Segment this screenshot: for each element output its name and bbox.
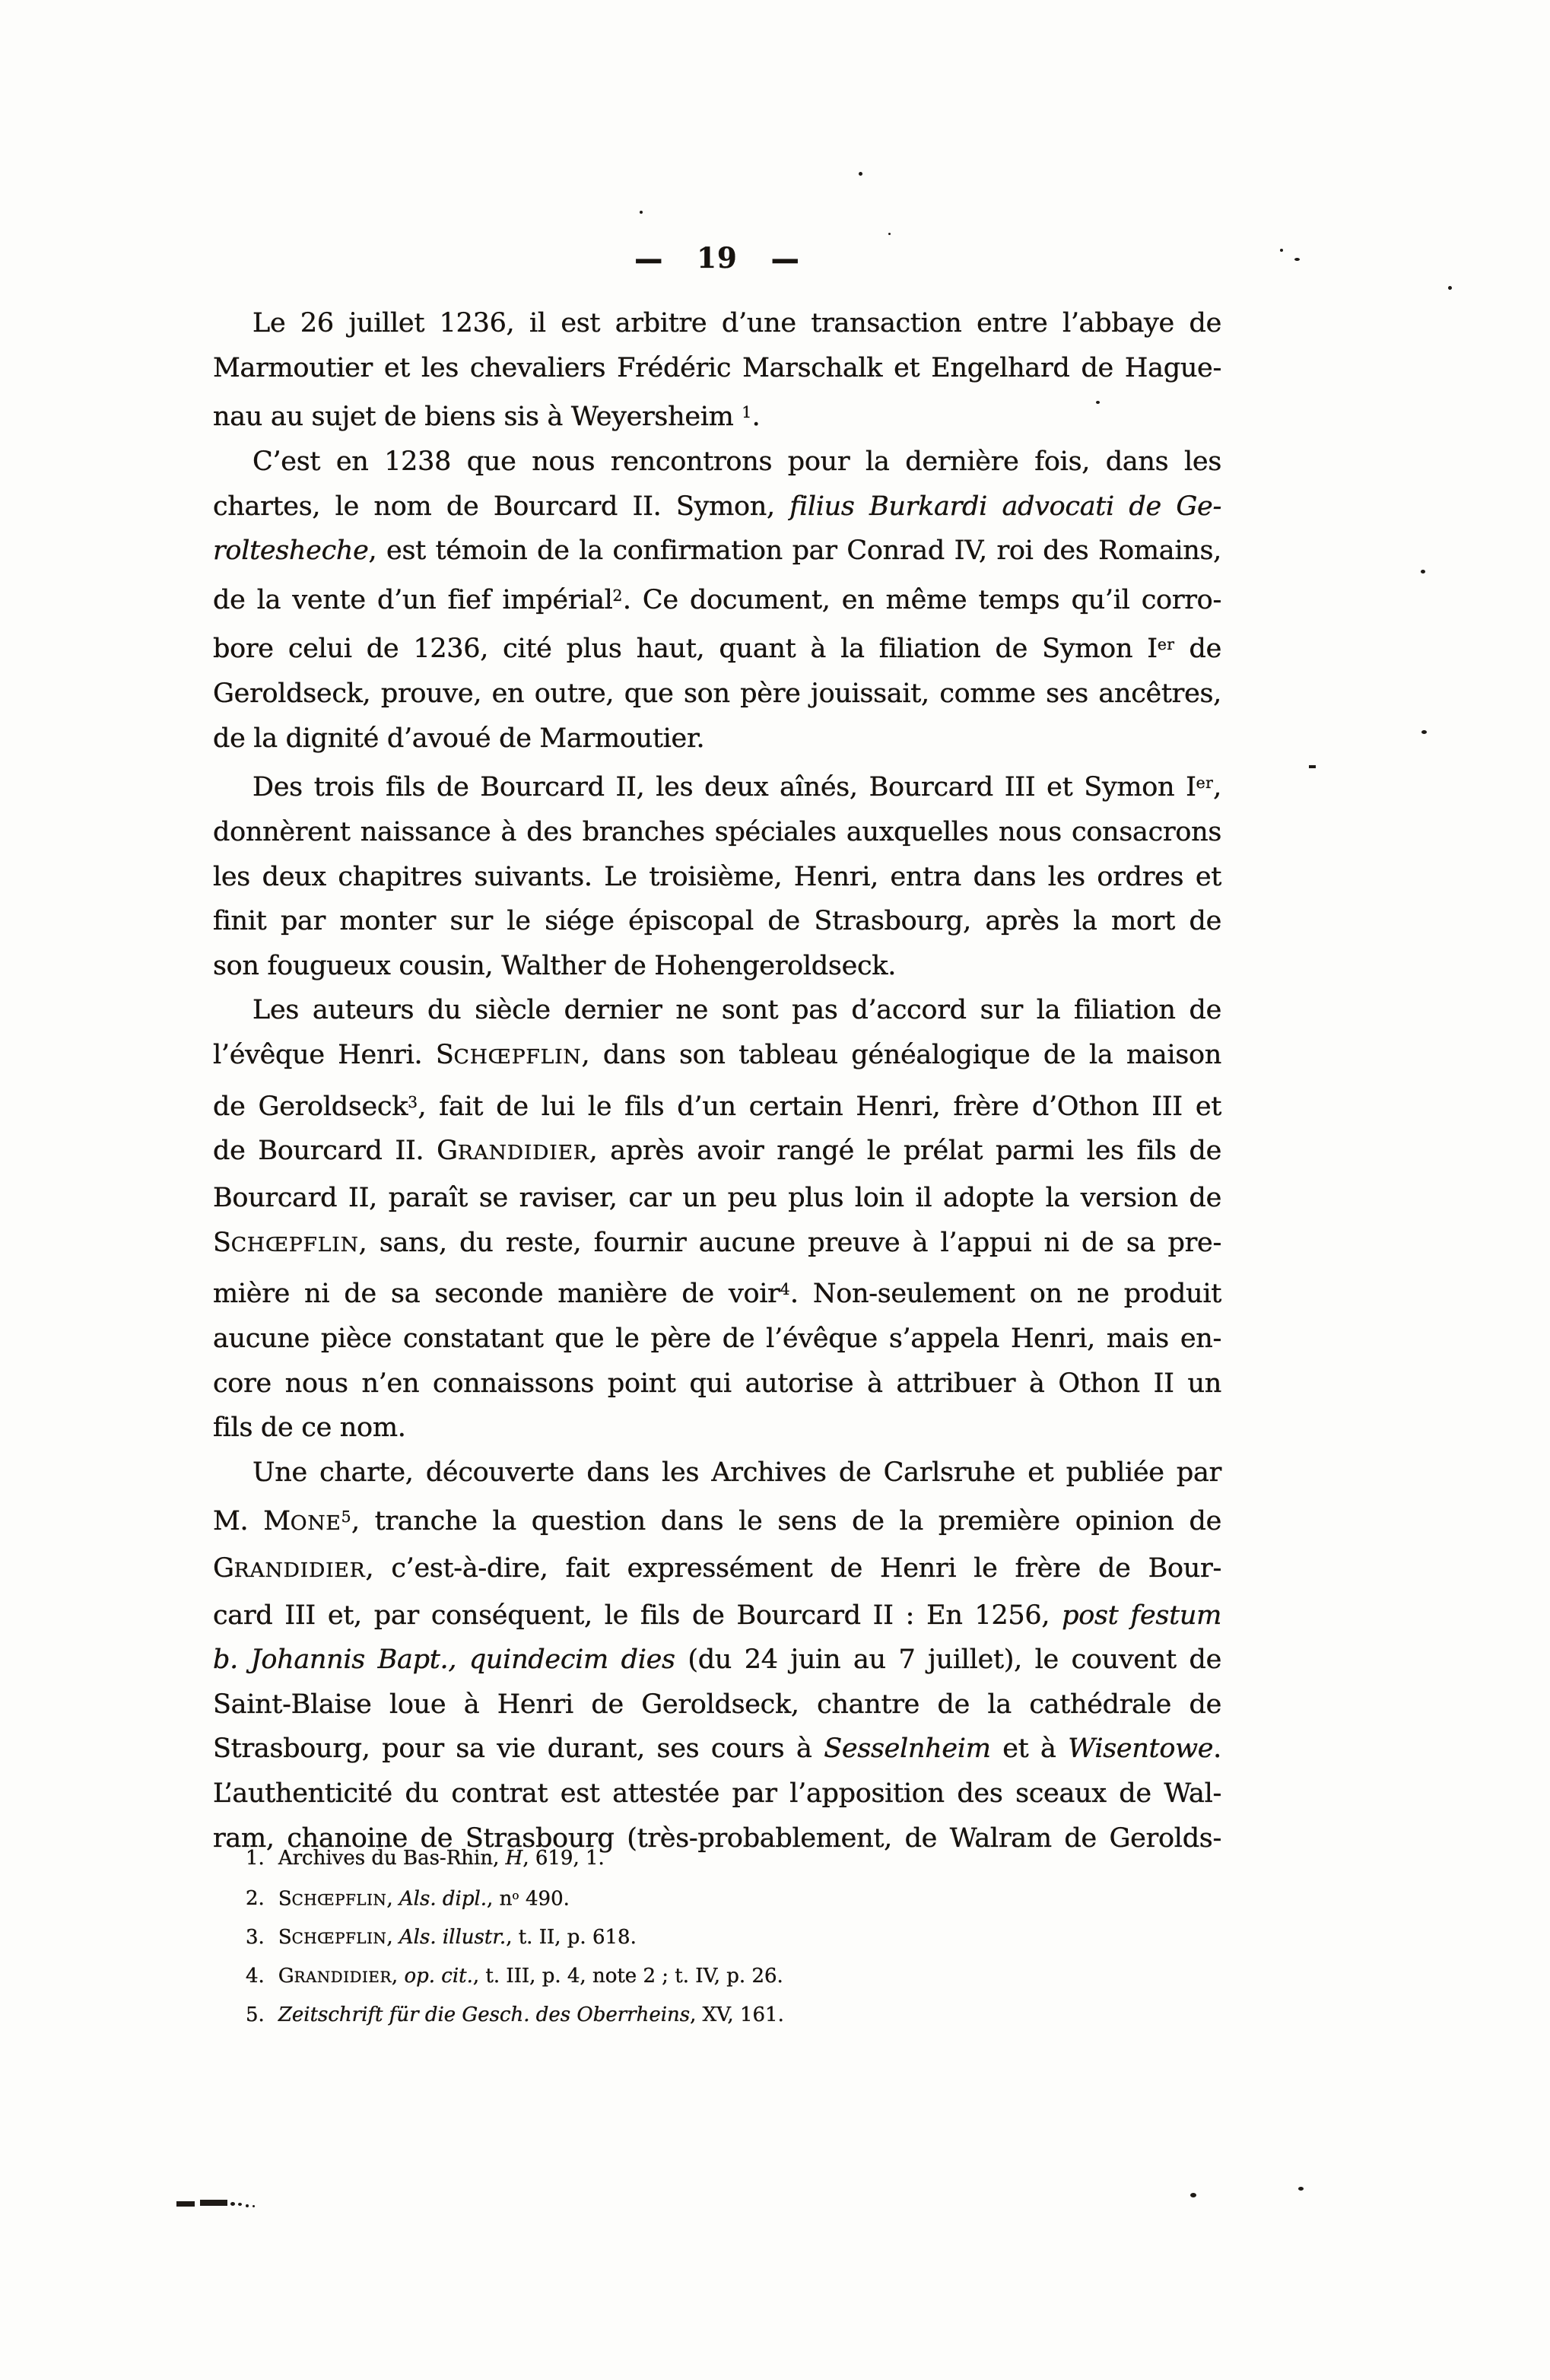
text-segment: Une charte, découverte dans les Archives de Carlsruhe et publiée par: [253, 1457, 1221, 1488]
text-line: [213, 1221, 1221, 1268]
text-line: [213, 440, 1221, 485]
footnote-reference: er: [1157, 635, 1175, 654]
ink-speck: [1421, 730, 1427, 734]
text-segment: .: [751, 402, 761, 433]
text-segment: , est témoin de la confirmation par Conrad IV, roi des Romains,: [368, 535, 1221, 567]
text-line: [213, 1638, 1221, 1683]
text-segment: RANDIDIER: [457, 1141, 589, 1165]
text-segment: core nous n’en connaissons point qui autorise à attribuer à Othon II un: [213, 1368, 1221, 1399]
text-line: [213, 810, 1221, 855]
text-segment: , t. II, p. 618.: [506, 1926, 637, 1949]
text-line: [213, 944, 1221, 989]
text-segment: RANDIDIER: [294, 1969, 392, 1987]
text-segment: (du 24 juin au 7 juillet), le couvent de: [675, 1644, 1222, 1676]
text-segment: CHŒPFLIN: [453, 1045, 582, 1069]
ink-speck: [1096, 401, 1100, 404]
text-segment: chartes, le nom de Bourcard II. Symon,: [213, 491, 790, 522]
text-segment: , fait de lui le fils d’un certain Henri, frère d’Othon III et: [418, 1091, 1222, 1122]
text-line: [213, 761, 1221, 810]
ink-speck: [1280, 249, 1283, 252]
text-line: [213, 574, 1221, 623]
text-segment: Les auteurs du siècle dernier ne sont pas d’accord sur la filiation de: [253, 995, 1221, 1026]
text-segment: . Ce document, en même temps qu’il corro-: [622, 584, 1221, 615]
text-segment: son fougueux cousin, Walther de Hohengeroldseck.: [213, 950, 897, 981]
text-segment: Strasbourg, pour sa vie durant, ses cours à: [213, 1733, 824, 1765]
text-line: [213, 1683, 1221, 1727]
ink-speck: [859, 172, 862, 176]
footnote-item: [246, 1997, 784, 2034]
text-segment: S: [278, 1887, 292, 1911]
text-line: [213, 346, 1221, 391]
text-line: [213, 1317, 1221, 1362]
text-segment: Saint-Blaise loue à Henri de Geroldseck, chantre de la cathédrale de: [213, 1689, 1221, 1720]
text-segment: M. M: [213, 1506, 291, 1537]
text-line: [213, 672, 1221, 717]
text-segment: RANDIDIER: [233, 1559, 366, 1583]
footnote-item: [246, 1958, 784, 1997]
text-segment: Archives du Bas-Rhin,: [278, 1847, 506, 1870]
text-segment: de Bourcard II. G: [213, 1136, 458, 1167]
text-segment: . Non-seulement on ne produit: [789, 1279, 1222, 1310]
ink-speck: [176, 2201, 195, 2207]
text-line: [213, 485, 1221, 529]
footnote-reference: 3: [408, 1092, 418, 1111]
footnotes: [246, 1840, 784, 2034]
text-line: [213, 390, 1221, 440]
text-segment: G: [278, 1965, 294, 1988]
ink-speck: [888, 233, 891, 235]
text-line: [213, 1546, 1221, 1594]
text-segment: , tranche la question dans le sens de la première opinion de: [351, 1506, 1221, 1537]
text-segment: de la dignité d’avoué de Marmoutier.: [213, 723, 705, 754]
footnote-item: [246, 1919, 784, 1958]
page-number-value: 19: [697, 241, 738, 275]
text-segment: Als. illustr.: [399, 1926, 507, 1949]
text-segment: , n: [487, 1887, 513, 1911]
text-segment: op. cit.: [404, 1965, 473, 1988]
text-line: [213, 1727, 1221, 1771]
text-segment: CHŒPFLIN: [291, 1930, 387, 1948]
page-number-dash-left: —: [634, 237, 664, 279]
text-segment: l’évêque Henri. S: [213, 1040, 454, 1071]
text-segment: H: [505, 1847, 523, 1870]
text-segment: ,: [386, 1926, 399, 1949]
text-line: [213, 529, 1221, 574]
text-segment: ,: [1213, 772, 1221, 803]
text-line: [213, 1771, 1221, 1816]
ink-speck: [1448, 286, 1452, 290]
text-segment: donnèrent naissance à des branches spéciales auxquelles nous consacrons: [213, 817, 1221, 848]
text-segment: b. Johannis Bapt., quindecim dies: [213, 1644, 675, 1676]
text-segment: 490.: [519, 1887, 570, 1911]
text-line: [213, 1176, 1221, 1221]
text-segment: les deux chapitres suivants. Le troisième, Henri, entra dans les ordres et: [213, 861, 1221, 892]
text-segment: Zeitschrift für die Gesch. des Oberrheins: [278, 2003, 691, 2027]
text-line: [213, 1080, 1221, 1130]
page-number-dash-right: —: [770, 237, 800, 279]
text-line: [213, 1451, 1221, 1495]
text-segment: , dans son tableau généalogique de la maison: [581, 1040, 1221, 1071]
body-text: [213, 301, 1221, 1860]
text-segment: , XV, 161.: [690, 2003, 784, 2027]
text-segment: post festum: [1062, 1600, 1221, 1631]
text-segment: et à: [990, 1733, 1069, 1765]
footnote-item: [246, 1840, 784, 1877]
text-segment: aucune pièce constatant que le père de l’évêque s’appela Henri, mais en-: [213, 1323, 1221, 1354]
text-segment: mière ni de sa seconde manière de voir: [213, 1279, 780, 1310]
text-segment: roltesheche: [213, 535, 369, 567]
ink-speck: [246, 2204, 249, 2207]
text-segment: CHŒPFLIN: [230, 1232, 359, 1257]
text-segment: filius Burkardi advocati de Ge-: [789, 491, 1221, 522]
text-segment: C’est en 1238 que nous rencontrons pour la dernière fois, dans les: [253, 446, 1221, 477]
text-segment: bore celui de 1236, cité plus haut, quant à la filiation de Symon I: [213, 634, 1158, 665]
text-line: [213, 1495, 1221, 1546]
text-segment: ONE: [290, 1511, 341, 1536]
footnote-number: 3.: [246, 1926, 265, 1949]
text-line: [213, 899, 1221, 944]
text-line: [213, 855, 1221, 900]
footnote-reference: 1: [742, 403, 752, 422]
ink-speck: [640, 211, 643, 214]
text-segment: Marmoutier et les chevaliers Frédéric Marschalk et Engelhard de Hague-: [213, 352, 1221, 383]
text-segment: Bourcard II, paraît se raviser, car un peu plus loin il adopte la version de: [213, 1182, 1221, 1213]
text-segment: Wisentowe: [1068, 1733, 1214, 1765]
text-segment: fils de ce nom.: [213, 1412, 406, 1444]
text-segment: nau au sujet de biens sis à Weyersheim: [213, 402, 742, 433]
text-segment: S: [278, 1926, 292, 1949]
text-segment: CHŒPFLIN: [291, 1891, 387, 1909]
text-segment: de la vente d’un fief impérial: [213, 584, 613, 615]
ink-speck: [1298, 2187, 1304, 2191]
text-segment: Geroldseck, prouve, en outre, que son père jouissait, comme ses ancêtres,: [213, 678, 1221, 710]
ink-speck: [200, 2200, 227, 2206]
footnote-number: 4.: [246, 1965, 265, 1988]
ink-speck: [253, 2205, 255, 2207]
text-segment: de: [1174, 634, 1222, 665]
text-segment: ,: [391, 1965, 405, 1988]
text-line: [213, 988, 1221, 1033]
footnote-reference: er: [1196, 774, 1214, 793]
footnote-number: 5.: [246, 2003, 265, 2027]
text-segment: Sesselnheim: [824, 1733, 991, 1765]
text-line: [213, 1129, 1221, 1176]
text-line: [213, 1033, 1221, 1080]
ink-speck: [230, 2202, 235, 2206]
text-segment: card III et, par conséquent, le fils de Bourcard II : En 1256,: [213, 1600, 1062, 1631]
ink-speck: [1309, 765, 1316, 768]
text-segment: Des trois fils de Bourcard II, les deux aînés, Bourcard III et Symon I: [253, 772, 1196, 803]
page-number: [213, 237, 1221, 279]
text-segment: L’authenticité du contrat est attestée par l’apposition des sceaux de Wal-: [213, 1778, 1221, 1809]
text-line: [213, 1406, 1221, 1451]
text-segment: , après avoir rangé le prélat parmi les fils de: [589, 1136, 1221, 1167]
footnote-reference: 5: [341, 1508, 351, 1527]
text-segment: , c’est-à-dire, fait expressément de Henri le frère de Bour-: [365, 1553, 1221, 1584]
text-line: [213, 301, 1221, 346]
text-segment: S: [213, 1227, 231, 1258]
text-segment: de Geroldseck: [213, 1091, 408, 1122]
text-line: [213, 1362, 1221, 1406]
footnote-number: 2.: [246, 1887, 265, 1911]
text-segment: finit par monter sur le siége épiscopal de Strasbourg, après la mort de: [213, 906, 1221, 937]
text-line: [213, 717, 1221, 761]
ink-speck: [1421, 570, 1425, 574]
ink-speck: [1294, 258, 1300, 261]
footnote-reference: 2: [612, 586, 623, 605]
footnote-number: 1.: [246, 1847, 265, 1870]
text-line: [213, 1267, 1221, 1317]
text-segment: Als. dipl.: [399, 1887, 488, 1911]
footnote-item: [246, 1877, 784, 1919]
footnote-reference: 4: [780, 1280, 790, 1299]
text-segment: , 619, 1.: [522, 1847, 605, 1870]
footnote-reference: o: [512, 1888, 519, 1902]
text-segment: ,: [386, 1887, 399, 1911]
text-line: [213, 1594, 1221, 1638]
text-segment: , sans, du reste, fournir aucune preuve à l’appui ni de sa pre-: [358, 1227, 1221, 1258]
text-segment: .: [1213, 1733, 1221, 1765]
ink-speck: [238, 2203, 242, 2206]
text-segment: , t. III, p. 4, note 2 ; t. IV, p. 26.: [472, 1965, 783, 1988]
text-segment: ram, chanoine de Strasbourg (très-probablement, de Walram de Gerolds-: [213, 1822, 1221, 1854]
ink-speck: [1190, 2193, 1196, 2197]
text-segment: G: [213, 1553, 234, 1584]
text-segment: Le 26 juillet 1236, il est arbitre d’une transaction entre l’abbaye de: [253, 308, 1221, 338]
text-line: [213, 622, 1221, 672]
